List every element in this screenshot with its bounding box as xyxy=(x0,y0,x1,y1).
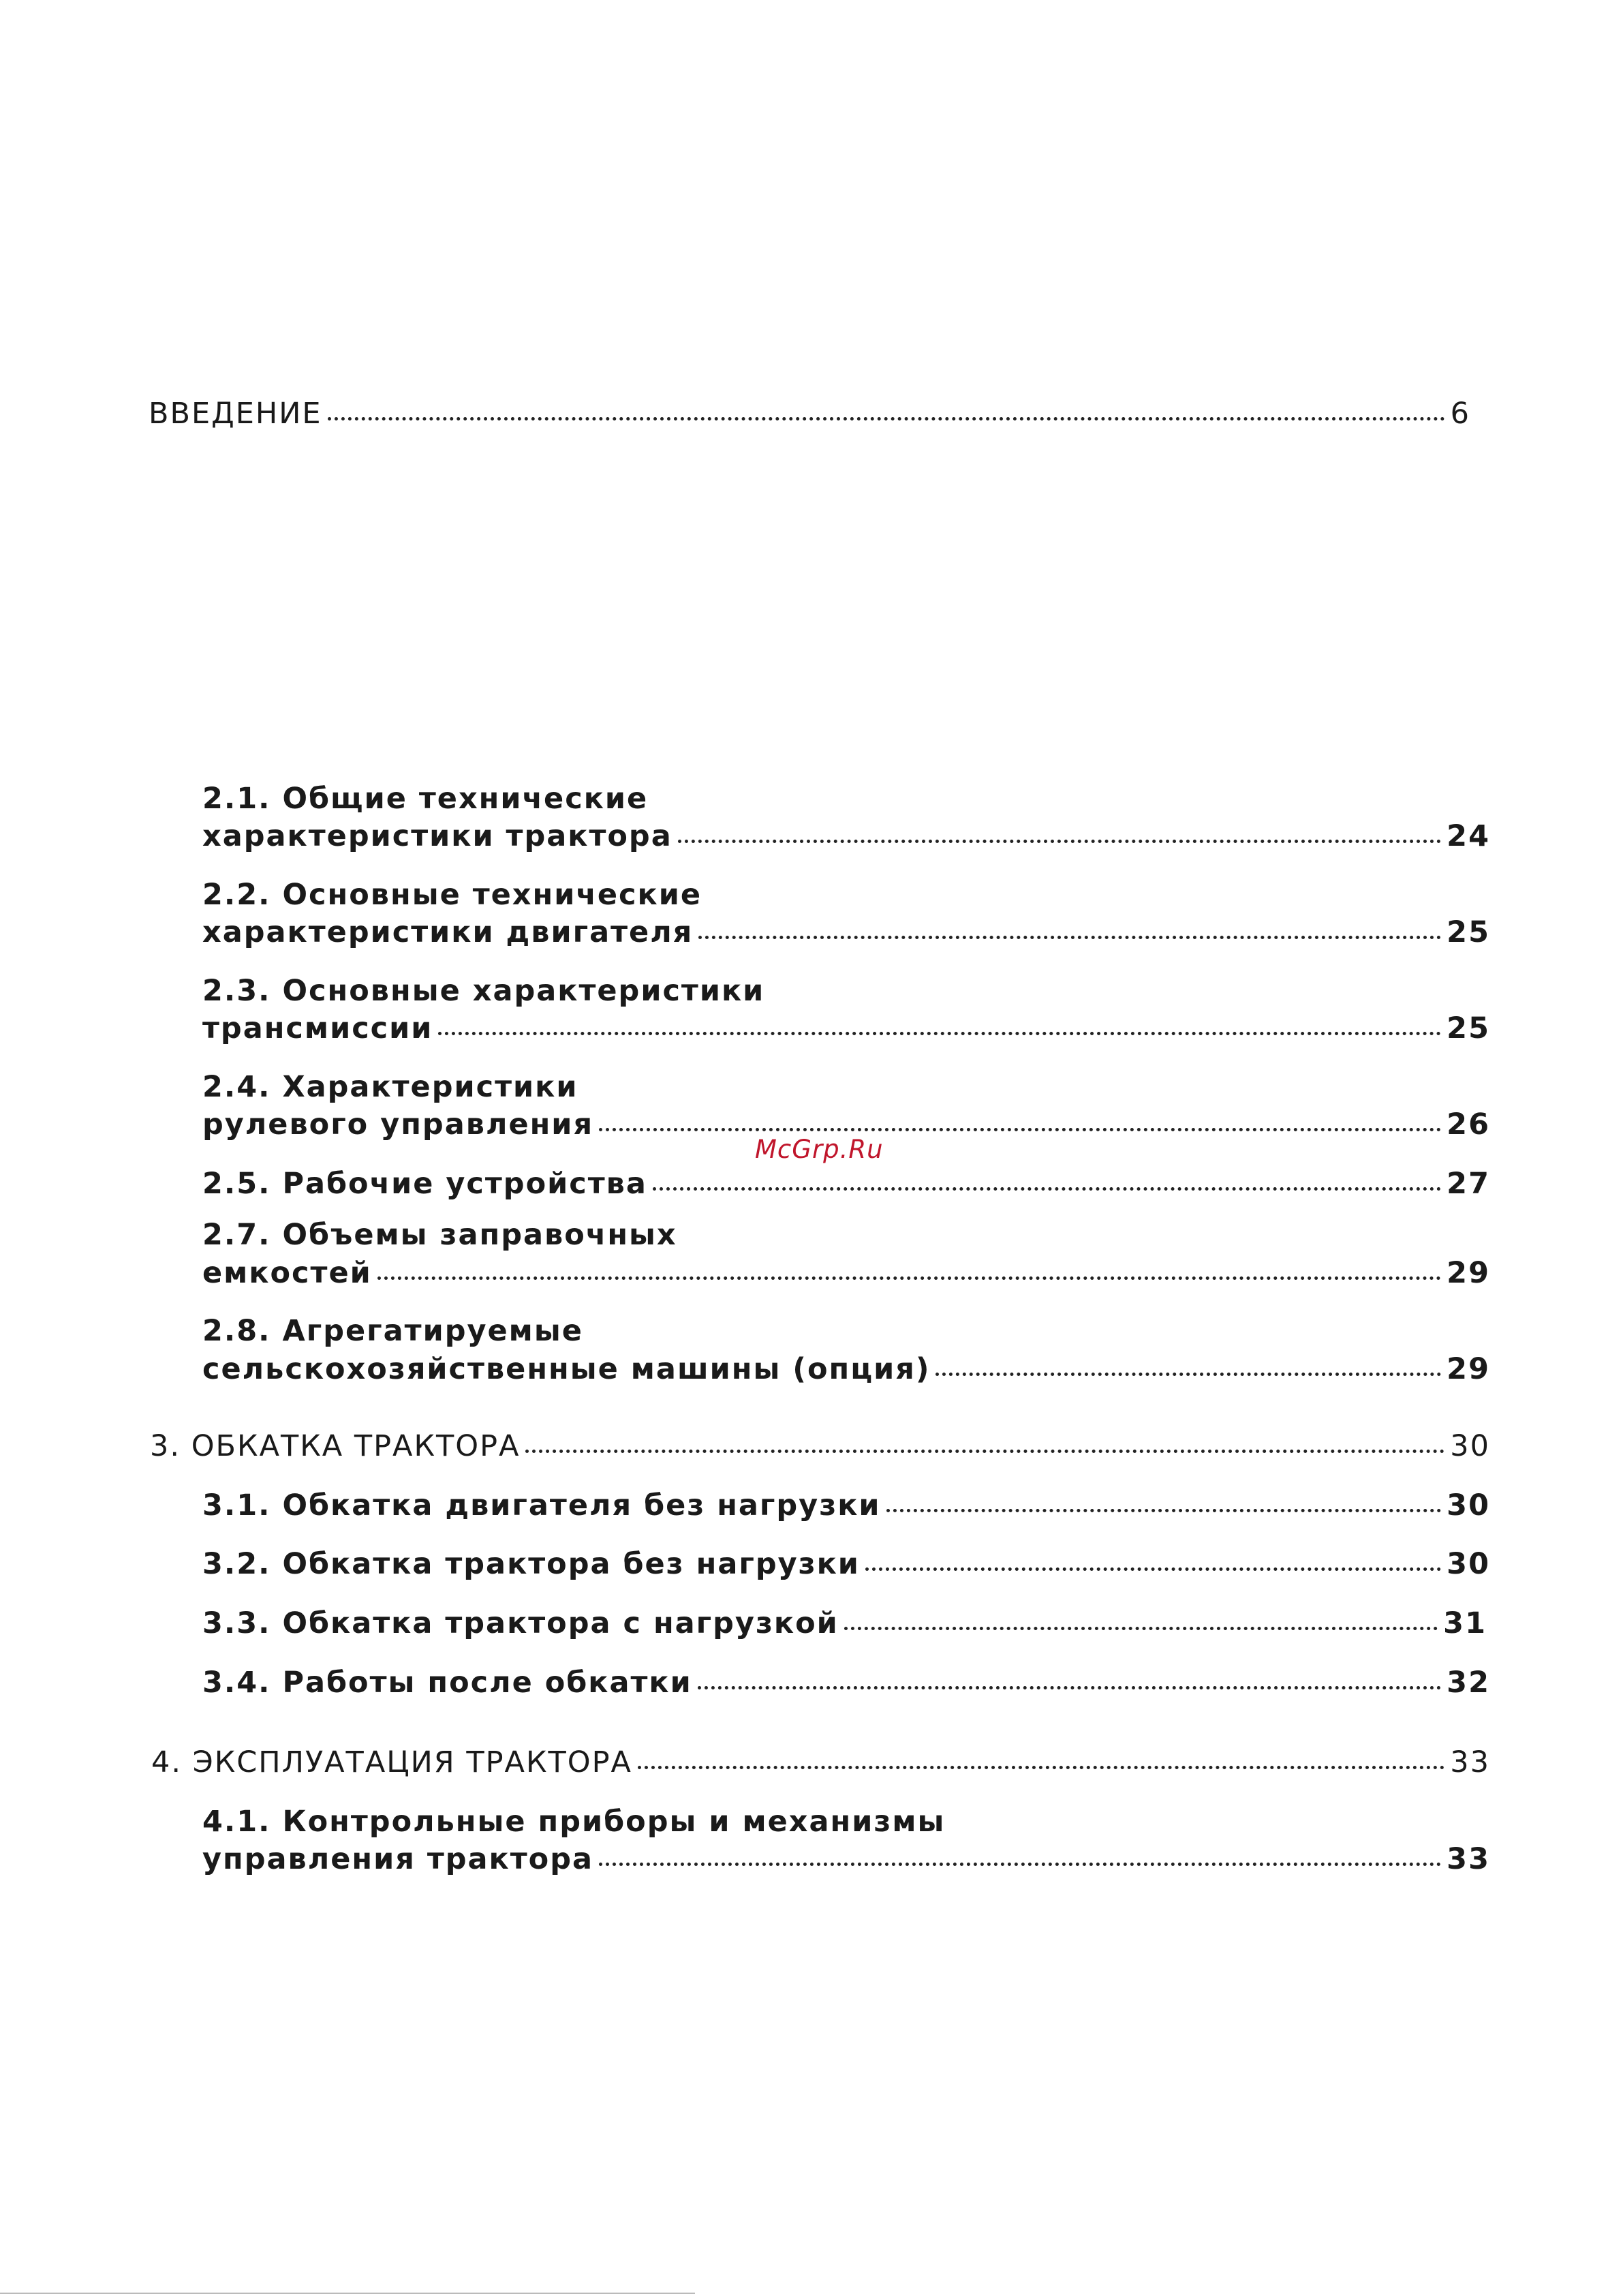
toc-label: управления трактора xyxy=(202,1842,593,1876)
toc-label: трансмиссии xyxy=(202,1011,433,1045)
toc-page-number: 29 xyxy=(1447,1352,1490,1386)
dot-leader xyxy=(599,1863,1441,1866)
toc-page-number: 30 xyxy=(1450,1429,1490,1463)
dot-leader xyxy=(438,1032,1441,1035)
toc-page-number: 30 xyxy=(1447,1488,1490,1522)
toc-entry-4[interactable] xyxy=(151,1745,1490,1779)
toc-label: 3.4. Работы после обкатки xyxy=(202,1666,692,1700)
toc-page-number: 30 xyxy=(1447,1547,1490,1581)
dot-leader xyxy=(653,1187,1441,1191)
toc-entry-3-3[interactable] xyxy=(202,1606,1487,1640)
toc-page-number: 29 xyxy=(1447,1256,1490,1290)
dot-leader xyxy=(698,936,1441,939)
toc-entry-2-2[interactable] xyxy=(202,915,1490,949)
dot-leader xyxy=(525,1450,1444,1453)
dot-leader xyxy=(844,1627,1438,1630)
toc-entry-2-8[interactable] xyxy=(202,1352,1490,1386)
toc-entry-3-2[interactable] xyxy=(202,1547,1490,1581)
toc-page-number: 25 xyxy=(1447,915,1490,949)
toc-page-number: 33 xyxy=(1450,1745,1490,1779)
toc-entry-2-3[interactable] xyxy=(202,1011,1490,1045)
toc-entry-2-1[interactable] xyxy=(202,819,1490,853)
toc-entry-intro[interactable] xyxy=(149,399,1470,429)
dot-leader xyxy=(886,1509,1442,1512)
toc-page-number: 27 xyxy=(1447,1167,1490,1201)
toc-entry-2-5[interactable] xyxy=(202,1169,1490,1199)
toc-label: 3. ОБКАТКА ТРАКТОРА xyxy=(150,1429,521,1463)
toc-label: емкостей xyxy=(202,1256,372,1290)
toc-label: 3.3. Обкатка трактора с нагрузкой xyxy=(202,1606,839,1640)
toc-entry-2-7[interactable] xyxy=(202,1256,1490,1290)
toc-page-number: 26 xyxy=(1447,1107,1490,1142)
toc-entry-2-1-line1: 2.1. Общие технические xyxy=(202,782,649,816)
dot-leader xyxy=(328,417,1445,420)
toc-page-number: 31 xyxy=(1443,1606,1487,1640)
toc-entry-4-1[interactable] xyxy=(202,1842,1490,1876)
toc-entry-2-7-line1: 2.7. Объемы заправочных xyxy=(202,1218,677,1252)
toc-label: характеристики трактора xyxy=(202,819,673,853)
dot-leader xyxy=(638,1766,1444,1769)
toc-page-number: 32 xyxy=(1447,1666,1490,1700)
dot-leader xyxy=(678,840,1441,843)
toc-entry-3-4[interactable] xyxy=(202,1668,1490,1698)
toc-entry-3-1[interactable] xyxy=(202,1488,1490,1522)
toc-entry-2-4-line1: 2.4. Характеристики xyxy=(202,1070,578,1104)
dot-leader xyxy=(698,1686,1441,1689)
toc-label: 2.5. Рабочие устройства xyxy=(202,1167,647,1201)
watermark: McGrp.Ru xyxy=(755,1135,884,1164)
toc-entry-2-3-line1: 2.3. Основные характеристики xyxy=(202,974,765,1008)
toc-label: 3.2. Обкатка трактора без нагрузки xyxy=(202,1547,860,1581)
toc-label: рулевого управления xyxy=(202,1107,594,1142)
bottom-divider xyxy=(0,2293,695,2294)
toc-entry-2-2-line1: 2.2. Основные технические xyxy=(202,878,702,912)
dot-leader xyxy=(599,1128,1441,1131)
toc-label: 4. ЭКСПЛУАТАЦИЯ ТРАКТОРА xyxy=(151,1745,632,1779)
dot-leader xyxy=(936,1373,1441,1376)
toc-page-number: 25 xyxy=(1447,1011,1490,1045)
dot-leader xyxy=(377,1276,1441,1280)
toc-entry-2-8-line1: 2.8. Агрегатируемые xyxy=(202,1314,583,1348)
toc-page-number: 24 xyxy=(1447,819,1490,853)
toc-label: 3.1. Обкатка двигателя без нагрузки xyxy=(202,1488,881,1522)
toc-label: ВВЕДЕНИЕ xyxy=(149,397,322,431)
toc-entry-3[interactable] xyxy=(150,1429,1490,1463)
toc-label: сельскохозяйственные машины (опция) xyxy=(202,1352,931,1386)
toc-label: характеристики двигателя xyxy=(202,915,694,949)
toc-entry-4-1-line1: 4.1. Контрольные приборы и механизмы xyxy=(202,1805,946,1839)
toc-page-number: 33 xyxy=(1447,1842,1490,1876)
dot-leader xyxy=(865,1567,1441,1571)
toc-page-number: 6 xyxy=(1450,397,1470,431)
